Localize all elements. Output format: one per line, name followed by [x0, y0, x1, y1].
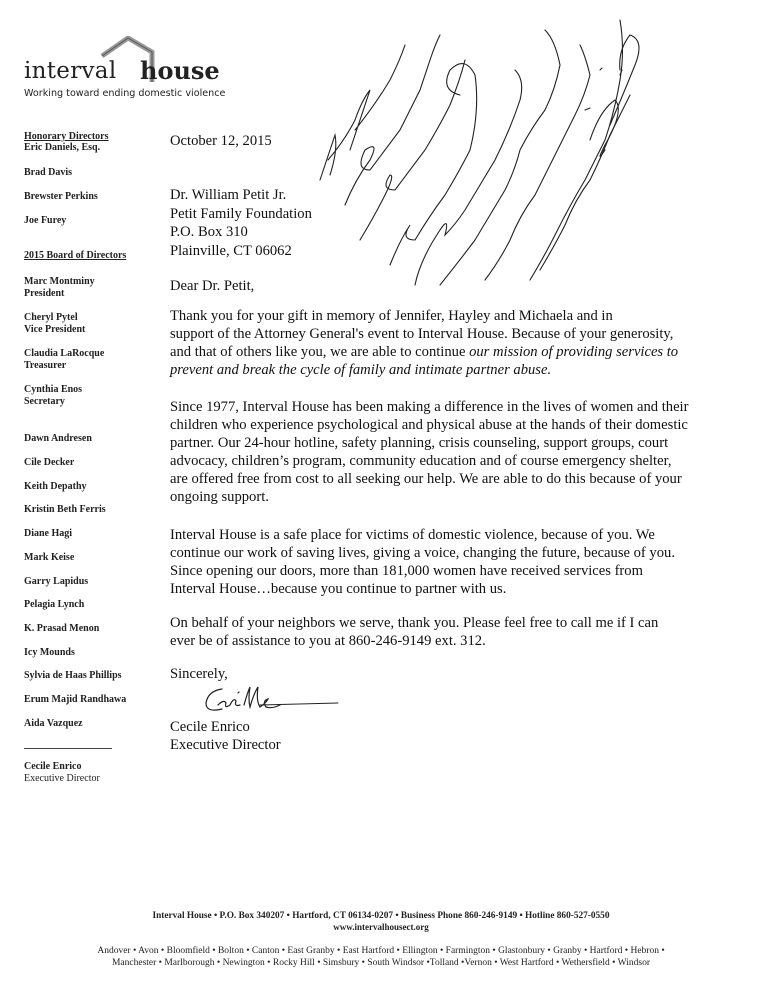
text-line: partner. Our 24-hour hotline, safety planning, crisis counseling, support groups, court	[170, 435, 669, 451]
board-member: Sylvia de Haas Phillips	[24, 670, 122, 681]
mission-emphasis: prevent and break the cycle of family and intimate partner abuse.	[170, 362, 552, 378]
signer-block	[170, 718, 281, 754]
director-name: Brad Davis	[24, 167, 73, 178]
text-line: Interval House…because you continue to partner with us.	[170, 581, 507, 597]
officer-role: Secretary	[24, 395, 65, 407]
logo-word-house: house	[140, 56, 220, 85]
towns-line: Andover • Avon • Bloomfield • Bolton • Canton • East Granby • East Hartford • Ellington • Farmington • Glastonbury • Granby • Hartford • Hebron •	[97, 946, 665, 956]
handwritten-note	[300, 0, 700, 300]
officer-role: President	[24, 287, 65, 299]
executive-name: Cecile Enrico	[24, 761, 82, 772]
address-line: Petit Family Foundation	[170, 205, 312, 222]
logo-tagline: Working toward ending domestic violence	[24, 88, 226, 99]
recipient-address	[170, 186, 312, 260]
text-segment: and that of others like you, we are able to continue	[170, 344, 470, 360]
address-line: Plainville, CT 06062	[170, 242, 292, 259]
director-name: Brewster Perkins	[24, 191, 98, 202]
director-name: Eric Daniels, Esq.	[24, 142, 101, 153]
board-member: Dawn Andresen	[24, 433, 92, 444]
sidebar-divider	[24, 748, 112, 749]
board-member: Garry Lapidus	[24, 576, 89, 587]
text-line: are offered free from cost to all seeking our help. We are able to do this because of your	[170, 471, 682, 487]
paragraph-1	[170, 307, 735, 379]
officer-entry	[24, 348, 104, 371]
board-member: Cile Decker	[24, 457, 75, 468]
logo-word-interval: interval	[24, 58, 117, 84]
director-name: Joe Furey	[24, 215, 67, 226]
officer-entry	[24, 384, 82, 407]
text-line: continue our work of saving lives, giving a voice, changing the future, because of you.	[170, 545, 675, 561]
board-member: Aida Vazquez	[24, 718, 83, 729]
board-member: Kristin Beth Ferris	[24, 504, 106, 515]
officer-entry	[24, 312, 85, 335]
text-line: Thank you for your gift in memory of Jennifer, Hayley and Michaela and in	[170, 308, 613, 324]
text-line: support of the Attorney General's event to Interval House. Because of your generosity,	[170, 326, 674, 342]
signer-title: Executive Director	[170, 737, 281, 753]
footer-contact	[0, 911, 762, 933]
text-line: children who experience psychological and physical abuse at the hands of their domestic	[170, 417, 688, 433]
board-member: Icy Mounds	[24, 647, 75, 658]
paragraph-3	[170, 526, 735, 598]
text-line: Since 1977, Interval House has been making a difference in the lives of women and their	[170, 399, 689, 415]
letter-date: October 12, 2015	[170, 133, 272, 149]
officer-name: Cynthia Enos	[24, 384, 83, 395]
board-member: Pelagia Lynch	[24, 599, 85, 610]
towns-line: Manchester • Marlborough • Newington • Rocky Hill • Simsbury • South Windsor •Tolland •Vernon • West Hartford • Wethersfield • Windsor	[111, 958, 651, 968]
board-member: Erum Majid Randhawa	[24, 694, 127, 705]
honorary-directors-heading: Honorary Directors	[24, 131, 109, 142]
board-member: K. Prasad Menon	[24, 623, 100, 634]
officer-role: Vice President	[24, 323, 86, 335]
officer-name: Marc Montminy	[24, 276, 95, 287]
interval-house-logo	[22, 36, 242, 106]
footer-address-line: Interval House • P.O. Box 340207 • Hartford, CT 06134-0207 • Business Phone 860-246-9149 • Hotline 860-527-0550	[152, 911, 610, 921]
text-line: advocacy, children’s program, community education and of course emergency shelter,	[170, 453, 672, 469]
text-line: Interval House is a safe place for victims of domestic violence, because of you. We	[170, 527, 655, 543]
officer-role: Treasurer	[24, 359, 67, 371]
board-member: Diane Hagi	[24, 528, 73, 539]
signature	[200, 683, 340, 715]
officer-name: Claudia LaRocque	[24, 348, 105, 359]
text-line	[170, 343, 735, 361]
address-line: P.O. Box 310	[170, 224, 248, 240]
address-line: Dr. William Petit Jr.	[170, 187, 287, 203]
executive-role: Executive Director	[24, 772, 100, 784]
board-heading: 2015 Board of Directors	[24, 250, 127, 261]
signer-name: Cecile Enrico	[170, 719, 250, 735]
officer-entry	[24, 276, 95, 299]
paragraph-4	[170, 614, 735, 650]
service-towns	[0, 945, 762, 969]
text-line: Since opening our doors, more than 181,000 women have received services from	[170, 563, 643, 579]
footer-website-link[interactable]: www.intervalhousect.org	[333, 922, 429, 932]
closing: Sincerely,	[170, 666, 228, 682]
mission-emphasis: our mission of providing services to	[469, 344, 679, 360]
board-member: Mark Keise	[24, 552, 75, 563]
text-line: On behalf of your neighbors we serve, thank you. Please feel free to call me if I can	[170, 615, 659, 631]
salutation: Dear Dr. Petit,	[170, 278, 255, 294]
text-line: ever be of assistance to you at 860-246-9149 ext. 312.	[170, 633, 486, 649]
executive-director-entry	[24, 761, 100, 784]
board-member: Keith Depathy	[24, 481, 87, 492]
paragraph-2	[170, 398, 735, 506]
text-line: ongoing support.	[170, 489, 269, 505]
officer-name: Cheryl Pytel	[24, 312, 78, 323]
